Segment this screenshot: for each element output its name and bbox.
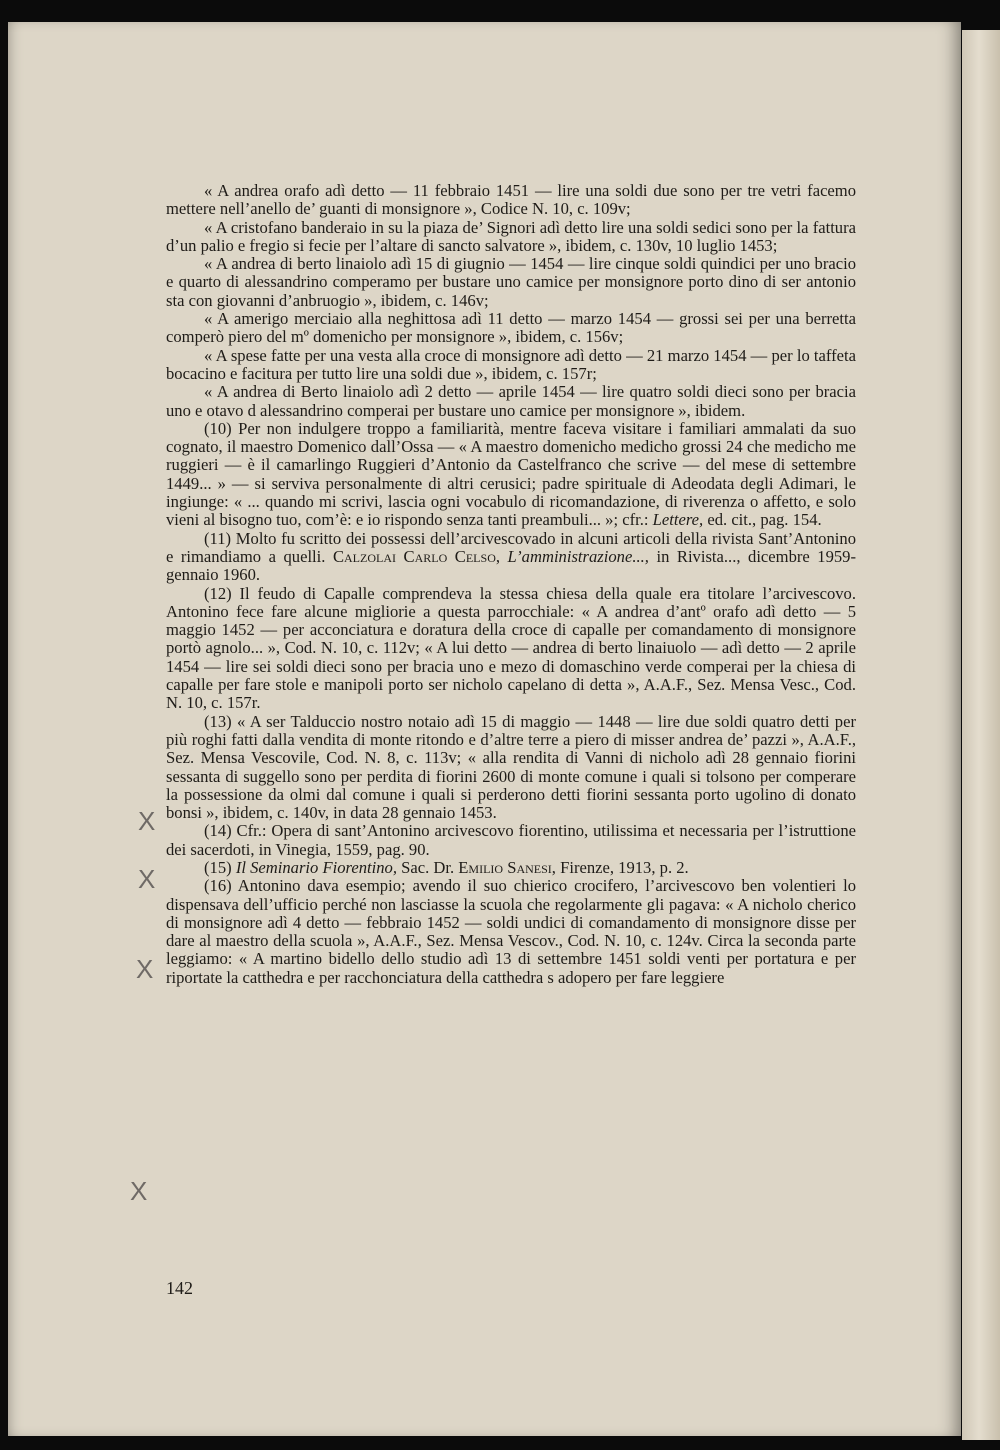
- footnote-15: [166, 859, 856, 877]
- margin-mark-3: X: [136, 954, 154, 984]
- footnote-14: (14) Cfr.: Opera di sant’Antonino arcivescovo fiorentino, utilissima et necessaria per l’istruttione dei sacerdoti, in Vinegia, 1559, pag. 90.: [166, 821, 856, 859]
- footnote-11-author: Calzolai Carlo Celso,: [332, 546, 501, 566]
- page-number: 142: [166, 1278, 193, 1298]
- margin-mark-2: X: [138, 864, 156, 894]
- paragraph-3: « A andrea di berto linaiolo adì 15 di giugnio — 1454 — lire cinque soldi quindici per uno bracio e quarto di alessandrino comperamo per bustare uno camice per monsignore porto dino di ser antonio sta con giovanni d’anbruogio », ibidem, c. 146v;: [166, 254, 856, 310]
- footnote-text: [166, 182, 856, 987]
- footnote-15-num: (15): [204, 857, 232, 877]
- footnote-10-title: Lettere,: [652, 510, 704, 530]
- page-edge: [962, 30, 1000, 1440]
- margin-mark-4: X: [130, 1176, 148, 1206]
- footnote-11-title: L’amministrazione...,: [507, 546, 649, 566]
- footnote-11-body: (11) Molto fu scritto dei possessi dell’arcivescovado in alcuni articoli della rivista Sant’Antonino e rimandiamo a quelli.: [166, 528, 856, 566]
- paragraph-5: « A spese fatte per una vesta alla croce di monsignore adì detto — 21 marzo 1454 — per lo taffeta bocacino e facitura per tutto lire una soldi due », ibidem, c. 157r;: [166, 345, 856, 383]
- footnote-15-author: Emilio Sanesi,: [458, 857, 556, 877]
- footnote-10: [166, 420, 856, 530]
- footnote-15-title: Il Seminario Fiorentino,: [235, 857, 397, 877]
- paragraph-6: « A andrea di Berto linaiolo adì 2 detto — aprile 1454 — lire quatro soldi dieci sono per bracia uno e otavo d alessandrino comperai per bustare uno camice per monsignore », ibidem.: [166, 382, 856, 420]
- footnote-16: (16) Antonino dava esempio; avendo il suo chierico crocifero, l’arcivescovo ben volentieri lo dispensava dell’ufficio perché non lasciasse la scuola che regolarmente gli pagava: « A nicholo cherico di monsignore adì 4 detto — febbraio 1452 — soldi undici di comandamento di monsignore disse per dare al maestro della scuola », A.A.F., Sez. Mensa Vescov., Cod. N. 10, c. 124v. Circa la seconda parte leggiamo: « A martino bidello dello studio adì 13 di settembre 1451 soldi venti per portatura e per riportate la catthedra e per racchonciatura della catthedra s adopero per fare leggiere: [166, 876, 856, 987]
- margin-mark-1: X: [138, 806, 156, 836]
- footnote-10-tail: ed. cit., pag. 154.: [707, 510, 822, 530]
- paragraph-2: « A cristofano banderaio in su la piaza de’ Signori adì detto lire una soldi sedici sono per la fattura d’un palio e fregio si fecie per l’altare di sancto salvatore », ibidem, c. 130v, 10 luglio 1453;: [166, 217, 856, 255]
- paragraph-4: « A amerigo merciaio alla neghittosa adì 11 detto — marzo 1454 — grossi sei per una berretta comperò piero del mº domenicho per monsignore », ibidem, c. 156v;: [166, 309, 856, 347]
- footnote-11: [166, 530, 856, 585]
- footnote-12: (12) Il feudo di Capalle comprendeva la stessa chiesa della quale era titolare l’arcivescovo. Antonino fece fare alcune migliorie a questa parrocchiale: « A andrea d’antº orafo adì detto — 5 maggio 1452 — per acconciatura e doratura della croce di capalle per comandamento di monsignore portò agnolo... », Cod. N. 10, c. 112v; « A lui detto — andrea di berto linaiuolo — adì detto — 2 aprile 1454 — lire sei soldi dieci sono per bracia uno e mezo di domaschino verde comperai per la chiesa di capalle per fare stole e manipoli porto ser nicholo capelano di detta », A.A.F., Sez. Mensa Vesc., Cod. N. 10, c. 157r.: [166, 583, 856, 713]
- footnote-15-mid: Sac. Dr.: [401, 857, 455, 877]
- footnote-11-tail: in Rivista..., dicembre 1959-gennaio 1960.: [166, 546, 856, 585]
- footnote-10-body: (10) Per non indulgere troppo a familiarità, mentre faceva visitare i familiari ammalati da suo cognato, il maestro Domenico dall’Ossa — « A maestro domenicho medicho grossi 24 che medicho me ruggieri — è il camarlingo Ruggieri d’Antonio da Castelfranco che scrive — del mese di settembre 1449... » — si serviva personalmente di altri cerusici; padre spirituale di Adeodata degli Adimari, le ingiunge: « ... quando mi scrivi, lascia ogni vocabulo di ricomandazione, di riverenza o affetto, e solo vieni al bisogno tuo, com’è: e io rispondo senza tanti preambuli... »; cfr.:: [166, 418, 856, 530]
- footnote-15-tail: Firenze, 1913, p. 2.: [560, 857, 689, 877]
- footnote-13: (13) « A ser Talduccio nostro notaio adì 15 di maggio — 1448 — lire due soldi quatro detti per più roghi fatti dalla vendita di monte ritondo e d’altre terre a piero di misser andrea de’ pazzi », A.A.F., Sez. Mensa Vescovile, Cod. N. 8, c. 113v; « alla rendita di Vanni di nicholo adì 28 gennaio fiorini sessanta di suggello sono per perdita di fiorini 2600 di monte comune i quali si tolsono per comperare la possessione da olmi dal comune i quali si perderono detti fiorini sessanta porto ugolino di donato bonsi », ibidem, c. 140v, in data 28 gennaio 1453.: [166, 711, 856, 823]
- paragraph-1: « A andrea orafo adì detto — 11 febbraio 1451 — lire una soldi due sono per tre vetri facemo mettere nell’anello de’ guanti di monsignore », Codice N. 10, c. 109v;: [166, 181, 856, 219]
